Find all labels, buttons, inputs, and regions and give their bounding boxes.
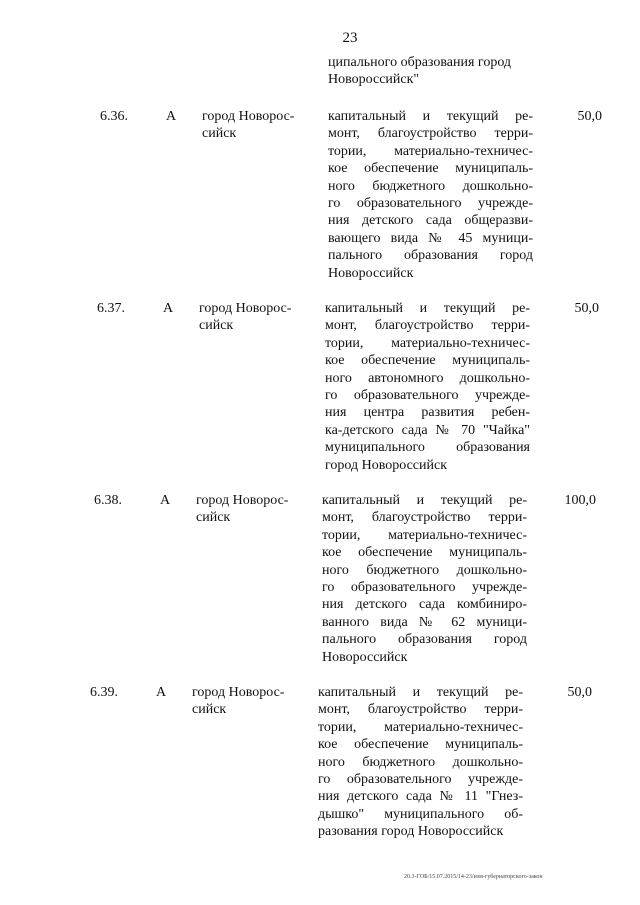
description-line: капитальный и текущий ре- [328, 109, 533, 124]
row-number: 6.39. [90, 685, 118, 700]
description-line: го образовательного учрежде- [318, 772, 523, 788]
row-number: 6.37. [97, 301, 125, 316]
description-line: пального образования город [322, 632, 527, 648]
row-description [318, 684, 523, 841]
description-line: ного бюджетного дошкольно- [322, 562, 527, 578]
description-line: монт, благоустройство терри- [328, 126, 533, 142]
row-number: 6.38. [94, 493, 122, 508]
row-city [202, 108, 312, 143]
city-line: сийск [192, 702, 227, 718]
city-line: сийск [199, 318, 234, 334]
description-line: ного бюджетного дошкольно- [328, 178, 533, 194]
description-line: капитальный и текущий ре- [322, 493, 527, 508]
row-city [199, 300, 309, 335]
description-line: ванного вида № 62 муници- [322, 614, 527, 630]
description-line: разования город Новороссийск [318, 824, 504, 840]
description-line: город Новороссийск [325, 457, 448, 473]
description-line: капитальный и текущий ре- [318, 685, 523, 700]
description-line: пального образования город [328, 248, 533, 264]
city-line: сийск [196, 510, 231, 526]
page-number: 23 [342, 30, 358, 46]
row-description [328, 108, 533, 282]
description-line: ния детского сада комбиниро- [322, 597, 527, 613]
description-line: ния детского сада общеразви- [328, 213, 533, 229]
description-line: монт, благоустройство терри- [325, 318, 530, 334]
description-line: ка-детского сада № 70 "Чайка" [325, 422, 530, 438]
description-line: кое обеспечение муниципаль- [322, 545, 527, 561]
description-line: Новороссийск [328, 265, 414, 281]
description-line: капитальный и текущий ре- [325, 301, 530, 316]
description-line: муниципального образования [325, 440, 530, 456]
description-line: тории, материально-техничес- [322, 527, 527, 543]
row-description [325, 300, 530, 474]
row-category: А [156, 685, 167, 700]
description-line: го образовательного учрежде- [325, 388, 530, 404]
row-amount: 50,0 [577, 109, 602, 124]
row-city [196, 492, 306, 527]
description-line: кое обеспечение муниципаль- [328, 161, 533, 177]
row-category: А [166, 109, 177, 124]
row-amount: 50,0 [567, 685, 592, 700]
city-line: город Новорос- [199, 301, 292, 316]
description-line: тории, материально-техничес- [328, 143, 533, 159]
city-line: сийск [202, 126, 237, 142]
row-description [322, 492, 527, 666]
description-line: тории, материально-техничес- [318, 719, 523, 735]
continuation-line: Новороссийск" [328, 72, 420, 87]
description-line: кое обеспечение муниципаль- [325, 353, 530, 369]
description-line: го образовательного учрежде- [328, 196, 533, 212]
row-amount: 50,0 [574, 301, 599, 316]
description-line: вающего вида № 45 муници- [328, 230, 533, 246]
description-line: го образовательного учрежде- [322, 580, 527, 596]
row-amount: 100,0 [564, 493, 596, 508]
description-line: ного бюджетного дошкольно- [318, 754, 523, 770]
description-line: Новороссийск [322, 649, 408, 665]
city-line: город Новорос- [192, 685, 285, 700]
description-line: монт, благоустройство терри- [318, 702, 523, 718]
continuation-text [328, 54, 538, 88]
continuation-line: ципального образования город [328, 55, 512, 70]
city-line: город Новорос- [196, 493, 289, 508]
city-line: город Новорос- [202, 109, 295, 124]
description-line: тории, материально-техничес- [325, 335, 530, 351]
row-category: А [160, 493, 171, 508]
row-number: 6.36. [100, 109, 128, 124]
row-category: А [163, 301, 174, 316]
description-line: ного автономного дошкольно- [325, 370, 530, 386]
description-line: кое обеспечение муниципаль- [318, 737, 523, 753]
description-line: монт, благоустройство терри- [322, 510, 527, 526]
description-line: дышко" муниципального об- [318, 806, 523, 822]
footer-code: 20.3-ГОБ/15.07.2015/14-23/изм-губернаторского-закон [404, 874, 543, 880]
row-city [192, 684, 302, 719]
description-line: ния центра развития ребен- [325, 405, 530, 421]
description-line: ния детского сада № 11 "Гнез- [318, 789, 523, 805]
